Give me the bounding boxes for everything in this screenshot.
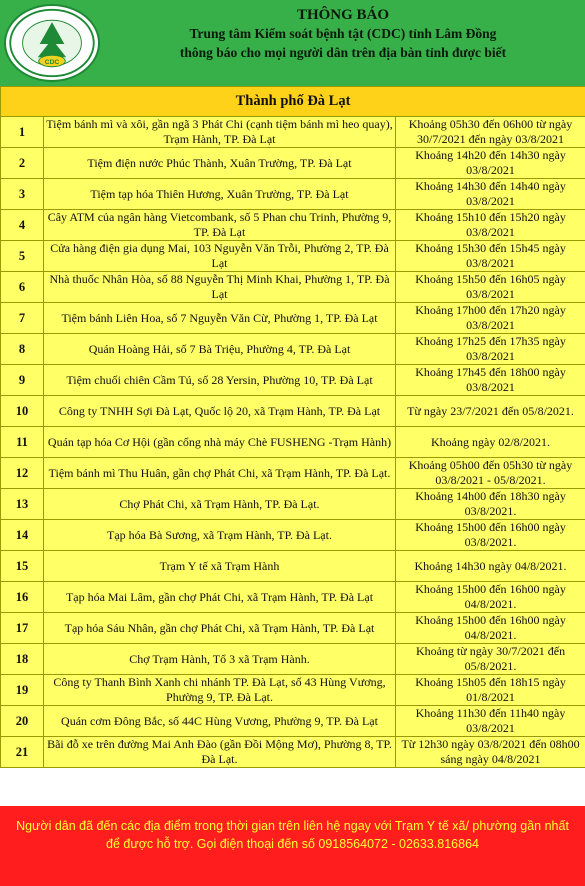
time-cell: Từ 12h30 ngày 03/8/2021 đến 08h00 sáng ngày 04/8/2021 — [396, 737, 585, 768]
location-cell: Tạp hóa Sáu Nhân, gần chợ Phát Chi, xã Trạm Hành, TP. Đà Lạt — [44, 613, 396, 644]
table-row — [1, 241, 585, 272]
row-number: 6 — [1, 272, 44, 303]
row-number: 12 — [1, 458, 44, 489]
location-cell: Cây ATM của ngân hàng Vietcombank, số 5 Phan chu Trinh, Phường 9, TP. Đà Lạt — [44, 210, 396, 241]
location-cell: Tạp hóa Mai Lâm, gần chợ Phát Chi, xã Trạm Hành, TP. Đà Lạt — [44, 582, 396, 613]
row-number: 10 — [1, 396, 44, 427]
table-row — [1, 706, 585, 737]
notice-line-1: Trung tâm Kiểm soát bệnh tật (CDC) tỉnh Lâm Đồng — [189, 26, 497, 41]
table-row — [1, 303, 585, 334]
table-row — [1, 551, 585, 582]
table-row — [1, 644, 585, 675]
location-cell: Cửa hàng điện gia dụng Mai, 103 Nguyễn Văn Trỗi, Phường 2, TP. Đà Lạt — [44, 241, 396, 272]
table-row — [1, 737, 585, 768]
location-cell: Tạp hóa Bà Sương, xã Trạm Hành, TP. Đà Lạt. — [44, 520, 396, 551]
time-cell: Khoảng ngày 02/8/2021. — [396, 427, 585, 458]
time-cell: Khoảng 14h00 đến 18h30 ngày 03/8/2021. — [396, 489, 585, 520]
table-row — [1, 396, 585, 427]
row-number: 11 — [1, 427, 44, 458]
svg-text:CDC: CDC — [44, 58, 60, 66]
table-row — [1, 179, 585, 210]
time-cell: Khoảng 05h00 đến 05h30 từ ngày 03/8/2021 - 05/8/2021. — [396, 458, 585, 489]
cdc-logo — [4, 4, 100, 82]
row-number: 5 — [1, 241, 44, 272]
row-number: 9 — [1, 365, 44, 396]
time-cell: Khoảng 15h50 đến 16h05 ngày 03/8/2021 — [396, 272, 585, 303]
row-number: 18 — [1, 644, 44, 675]
table-row — [1, 272, 585, 303]
time-cell: Khoảng 15h00 đến 16h00 ngày 04/8/2021. — [396, 582, 585, 613]
location-cell: Quán tạp hóa Cơ Hội (gần cổng nhà máy Chè FUSHENG -Trạm Hành) — [44, 427, 396, 458]
location-cell: Tiệm điện nước Phúc Thành, Xuân Trường, TP. Đà Lạt — [44, 148, 396, 179]
time-cell: Khoảng 15h00 đến 16h00 ngày 04/8/2021. — [396, 613, 585, 644]
time-cell: Từ ngày 23/7/2021 đến 05/8/2021. — [396, 396, 585, 427]
table-row — [1, 613, 585, 644]
table-row — [1, 489, 585, 520]
row-number: 13 — [1, 489, 44, 520]
row-number: 17 — [1, 613, 44, 644]
time-cell: Khoảng từ ngày 30/7/2021 đến 05/8/2021. — [396, 644, 585, 675]
row-number: 20 — [1, 706, 44, 737]
row-number: 19 — [1, 675, 44, 706]
row-number: 21 — [1, 737, 44, 768]
row-number: 7 — [1, 303, 44, 334]
location-cell: Quán Hoàng Hải, số 7 Bà Triệu, Phường 4, TP. Đà Lạt — [44, 334, 396, 365]
time-cell: Khoảng 17h00 đến 17h20 ngày 03/8/2021 — [396, 303, 585, 334]
location-cell: Tiệm chuối chiên Cầm Tú, số 28 Yersin, Phường 10, TP. Đà Lạt — [44, 365, 396, 396]
header-banner — [0, 0, 585, 86]
time-cell: Khoảng 14h30 ngày 04/8/2021. — [396, 551, 585, 582]
table-row — [1, 458, 585, 489]
time-cell: Khoảng 14h30 đến 14h40 ngày 03/8/2021 — [396, 179, 585, 210]
row-number: 1 — [1, 117, 44, 148]
location-cell: Tiệm tạp hóa Thiên Hương, Xuân Trường, TP. Đà Lạt — [44, 179, 396, 210]
location-cell: Chợ Phát Chi, xã Trạm Hành, TP. Đà Lạt. — [44, 489, 396, 520]
location-cell: Quán cơm Đông Bắc, số 44C Hùng Vương, Phường 9, TP. Đà Lạt — [44, 706, 396, 737]
city-row — [1, 87, 585, 117]
location-cell: Tiệm bánh mì và xôi, gần ngã 3 Phát Chi (cạnh tiệm bánh mì heo quay), Trạm Hành, TP. Đà Lạt — [44, 117, 396, 148]
location-cell: Bãi đỗ xe trên đường Mai Anh Đào (gần Đồi Mộng Mơ), Phường 8, TP. Đà Lạt. — [44, 737, 396, 768]
cdc-logo-icon — [6, 6, 98, 80]
table-row — [1, 582, 585, 613]
time-cell: Khoảng 15h00 đến 16h00 ngày 03/8/2021. — [396, 520, 585, 551]
location-cell: Công ty Thanh Bình Xanh chi nhánh TP. Đà Lạt, số 43 Hùng Vương, Phường 9, TP. Đà Lạt. — [44, 675, 396, 706]
time-cell: Khoảng 17h45 đến 18h00 ngày 03/8/2021 — [396, 365, 585, 396]
footer-notice: Người dân đã đến các địa điểm trong thời gian trên liên hệ ngay với Trạm Y tế xã/ phường gần nhất để được hỗ trợ. Gọi điện thoại đến số 0918564072 - 02633.816864 — [0, 806, 585, 886]
locations-table — [0, 86, 585, 768]
time-cell: Khoảng 14h20 đến 14h30 ngày 03/8/2021 — [396, 148, 585, 179]
location-cell: Nhà thuốc Nhân Hòa, số 88 Nguyễn Thị Minh Khai, Phường 1, TP. Đà Lạt — [44, 272, 396, 303]
notice-line-2: thông báo cho mọi người dân trên địa bàn tỉnh được biết — [179, 45, 507, 60]
location-cell: Tiệm bánh Liên Hoa, số 7 Nguyễn Văn Cừ, Phường 1, TP. Đà Lạt — [44, 303, 396, 334]
table-row — [1, 117, 585, 148]
location-cell: Chợ Trạm Hành, Tổ 3 xã Trạm Hành. — [44, 644, 396, 675]
time-cell: Khoảng 05h30 đến 06h00 từ ngày 30/7/2021 đến ngày 03/8/2021 — [396, 117, 585, 148]
time-cell: Khoảng 17h25 đến 17h35 ngày 03/8/2021 — [396, 334, 585, 365]
location-cell: Công ty TNHH Sợi Đà Lạt, Quốc lộ 20, xã Trạm Hành, TP. Đà Lạt — [44, 396, 396, 427]
table-row — [1, 334, 585, 365]
time-cell: Khoảng 15h05 đến 18h15 ngày 01/8/2021 — [396, 675, 585, 706]
table-row — [1, 520, 585, 551]
time-cell: Khoảng 15h30 đến 15h45 ngày 03/8/2021 — [396, 241, 585, 272]
row-number: 16 — [1, 582, 44, 613]
location-cell: Tiệm bánh mì Thu Huân, gần chợ Phát Chi, xã Trạm Hành, TP. Đà Lạt. — [44, 458, 396, 489]
table-row — [1, 427, 585, 458]
row-number: 8 — [1, 334, 44, 365]
time-cell: Khoảng 15h10 đến 15h20 ngày 03/8/2021 — [396, 210, 585, 241]
city-name: Thành phố Đà Lạt — [1, 87, 585, 117]
row-number: 2 — [1, 148, 44, 179]
row-number: 14 — [1, 520, 44, 551]
table-row — [1, 365, 585, 396]
time-cell: Khoảng 11h30 đến 11h40 ngày 03/8/2021 — [396, 706, 585, 737]
notice-title: THÔNG BÁO — [296, 7, 390, 23]
row-number: 15 — [1, 551, 44, 582]
row-number: 3 — [1, 179, 44, 210]
row-number: 4 — [1, 210, 44, 241]
table-row — [1, 675, 585, 706]
table-row — [1, 210, 585, 241]
header-text — [108, 6, 578, 62]
table-row — [1, 148, 585, 179]
location-cell: Trạm Y tế xã Trạm Hành — [44, 551, 396, 582]
